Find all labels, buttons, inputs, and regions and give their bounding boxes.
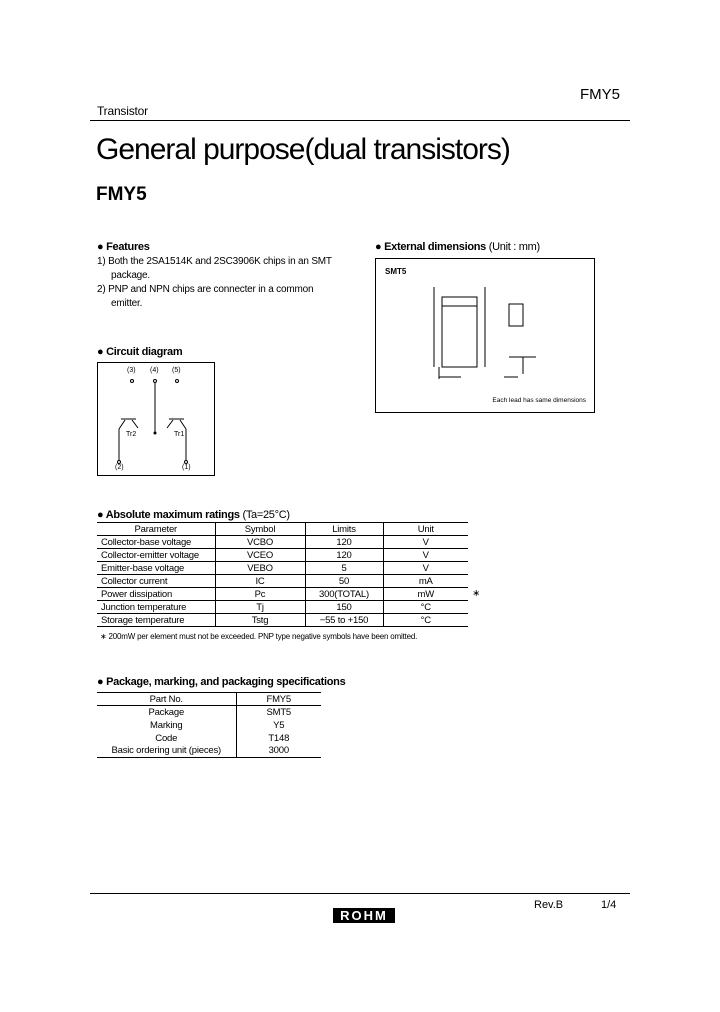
table-row xyxy=(97,706,321,719)
column-header: Parameter xyxy=(97,523,215,536)
table-cell: Package xyxy=(97,706,236,719)
ratings-heading: ● Absolute maximum ratings (Ta=25°C) xyxy=(97,509,290,521)
feature-item-cont: emitter. xyxy=(111,298,143,309)
feature-item-cont: package. xyxy=(111,270,150,281)
pin-label: (5) xyxy=(172,367,181,374)
feature-item: 2) PNP and NPN chips are connecter in a common xyxy=(97,284,314,295)
table-row xyxy=(97,732,321,745)
table-cell: 120 xyxy=(305,536,383,549)
table-cell: Collector current xyxy=(97,575,215,588)
table-header-row xyxy=(97,523,468,536)
transistor-label: Tr2 xyxy=(126,431,137,438)
table-cell: Part No. xyxy=(97,693,236,706)
page-title: General purpose(dual transistors) xyxy=(96,133,510,166)
table-cell: IC xyxy=(215,575,305,588)
table-cell: SMT5 xyxy=(266,706,292,718)
transistor-label: Tr1 xyxy=(174,431,185,438)
ratings-table xyxy=(97,522,480,627)
table-cell: V xyxy=(422,536,429,548)
table-cell: Marking xyxy=(97,719,236,732)
rohm-logo: ROHM xyxy=(333,908,395,923)
table-cell: Collector-base voltage xyxy=(97,536,215,549)
table-row xyxy=(97,693,321,706)
page-number: 1/4 xyxy=(601,899,617,911)
package-table xyxy=(97,692,321,758)
dimensions-drawing xyxy=(375,258,595,413)
table-cell: V xyxy=(422,549,429,561)
table-cell: Power dissipation xyxy=(97,588,215,601)
features-list xyxy=(97,255,345,311)
table-cell: VCBO xyxy=(215,536,305,549)
table-cell: 50 xyxy=(305,575,383,588)
table-row xyxy=(97,719,321,732)
pin-label: (4) xyxy=(150,367,159,374)
circuit-heading: ● Circuit diagram xyxy=(97,346,183,358)
table-cell: FMY5 xyxy=(266,693,292,705)
pin-label: (1) xyxy=(182,464,191,471)
revision: Rev.B xyxy=(534,899,564,911)
table-cell: 5 xyxy=(305,562,383,575)
table-cell: VCEO xyxy=(215,549,305,562)
pin-label: (2) xyxy=(115,464,124,471)
circuit-schematic xyxy=(98,363,213,474)
table-cell: 300(TOTAL) xyxy=(305,588,383,601)
table-row xyxy=(97,575,468,588)
table-row xyxy=(97,536,468,549)
dimensions-heading: ● External dimensions (Unit : mm) xyxy=(375,241,540,253)
dimensions-note: Each lead has same dimensions xyxy=(492,397,586,404)
table-cell: Y5 xyxy=(273,719,285,731)
table-cell: VEBO xyxy=(215,562,305,575)
page-subtitle: FMY5 xyxy=(96,184,147,205)
table-cell: Basic ordering unit (pieces) xyxy=(97,745,236,758)
table-cell: Collector-emitter voltage xyxy=(97,549,215,562)
table-row xyxy=(97,614,468,627)
table-row xyxy=(97,588,468,601)
table-cell: T148 xyxy=(268,732,290,744)
column-header: Limits xyxy=(305,523,383,536)
table-row xyxy=(97,745,321,758)
circuit-diagram xyxy=(97,362,215,476)
part-number-header: FMY5 xyxy=(580,86,621,103)
column-header: Unit xyxy=(417,523,434,535)
table-row xyxy=(97,549,468,562)
table-cell: −55 to +150 xyxy=(305,614,383,627)
feature-item: 1) Both the 2SA1514K and 2SC3906K chips in an SMT xyxy=(97,256,332,267)
package-heading: ● Package, marking, and packaging specifications xyxy=(97,676,346,688)
features-heading: ● Features xyxy=(97,241,150,253)
table-cell: Storage temperature xyxy=(97,614,215,627)
table-row xyxy=(97,601,468,614)
category-label: Transistor xyxy=(97,104,148,118)
ratings-note: ∗ 200mW per element must not be exceeded. PNP type negative symbols have been omitted. xyxy=(100,632,418,641)
table-cell: 3000 xyxy=(268,745,289,757)
footnote-mark: ∗ xyxy=(472,588,480,599)
package-outline xyxy=(376,259,593,411)
table-cell: Pc xyxy=(215,588,305,601)
table-row xyxy=(97,562,468,575)
pin-label: (3) xyxy=(127,367,136,374)
table-cell: Tstg xyxy=(215,614,305,627)
table-cell: mA xyxy=(418,575,433,587)
table-cell: °C xyxy=(420,601,431,613)
table-cell: mW ∗ xyxy=(417,588,480,600)
table-cell: 120 xyxy=(305,549,383,562)
column-header: Symbol xyxy=(215,523,305,536)
table-cell: Emitter-base voltage xyxy=(97,562,215,575)
table-cell: V xyxy=(422,562,429,574)
table-cell: Code xyxy=(97,732,236,745)
table-cell: Junction temperature xyxy=(97,601,215,614)
package-label: SMT5 xyxy=(385,267,407,276)
table-cell: 150 xyxy=(305,601,383,614)
table-cell: Tj xyxy=(215,601,305,614)
table-cell: °C xyxy=(420,614,431,626)
